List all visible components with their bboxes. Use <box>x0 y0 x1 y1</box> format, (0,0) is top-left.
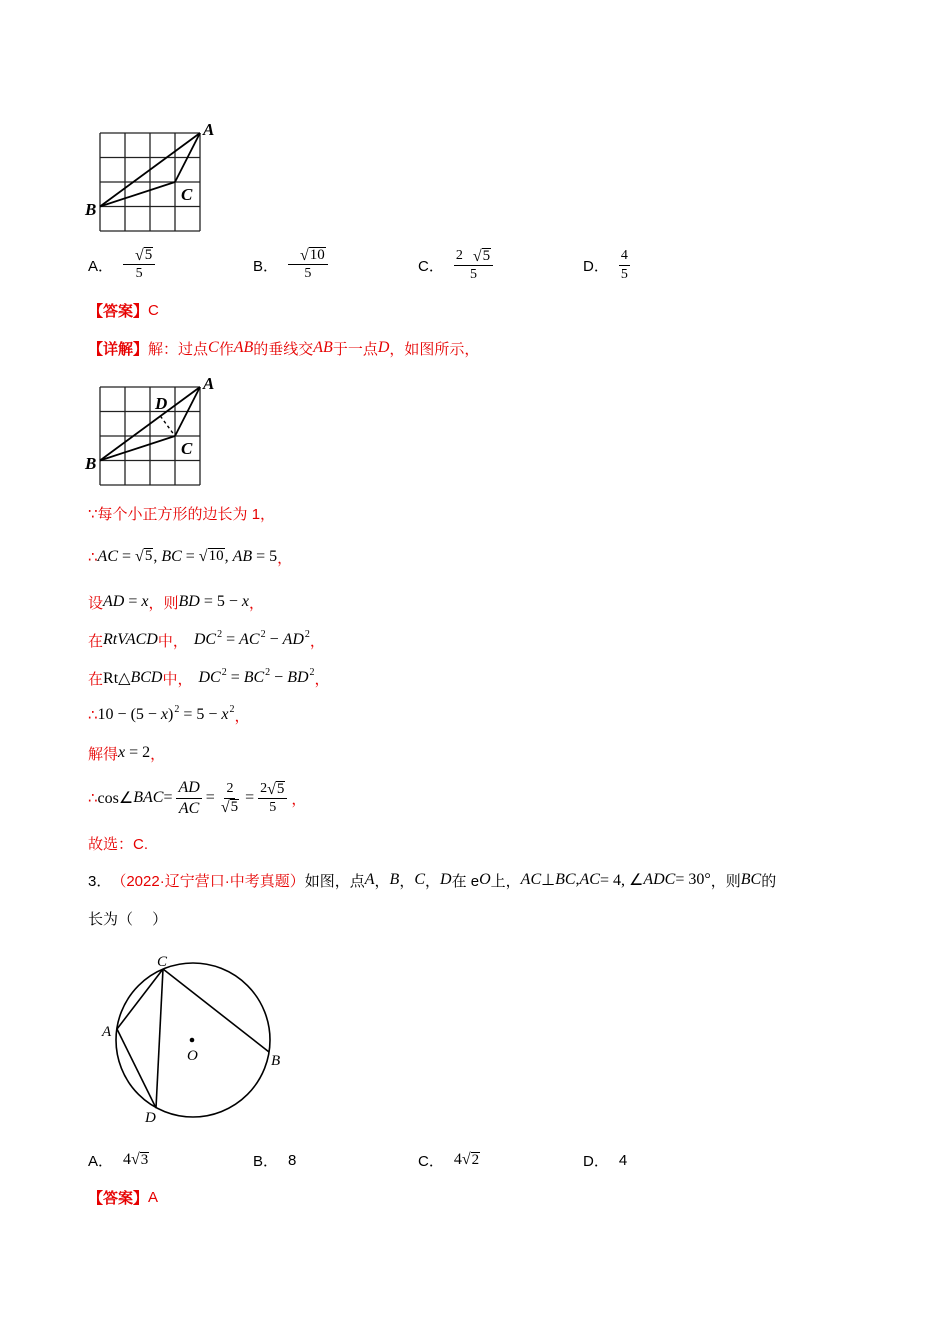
label-o: O <box>187 1048 198 1064</box>
label-c: C <box>157 954 168 970</box>
step-8: ∴ cos∠ BAC = $\frac{AD}{AC}$ = 2 √ 5 = 2 √ 5 5 ， <box>88 778 307 817</box>
equation: AC = √ 5 , BC = √ 10 , AB = 5 <box>97 548 278 565</box>
q3-option-a <box>88 1139 149 1181</box>
option-letter: A． <box>88 1152 114 1170</box>
q2-option-d <box>583 244 634 286</box>
q3-stem-line-2: 长为（ ） <box>88 910 168 928</box>
label-a: A <box>203 374 215 393</box>
q2-option-b <box>253 244 332 286</box>
option-fraction: √ 10 5 <box>288 247 328 282</box>
step-7: 解得 x = 2 ， <box>88 744 166 763</box>
step-4: 在 RtVACD 中， $DC^2 = AC^2 - AD^2$ ， <box>88 629 325 650</box>
q2-option-c <box>418 244 497 286</box>
option-value: 4 √ 3 <box>123 1151 149 1169</box>
option-letter: C． <box>418 1152 444 1170</box>
q3-option-b <box>253 1139 296 1181</box>
detail-label: 【详解】 <box>88 340 149 358</box>
step-9: 故选：C. <box>88 835 149 853</box>
option-letter: D． <box>583 1152 609 1170</box>
question-number: 3． <box>88 872 112 890</box>
label-c: C <box>181 185 193 204</box>
q2-detail: 【详解】 解：过点 C 作 AB 的垂线交 AB 于一点 D ，如图所示， <box>88 339 480 358</box>
center-point <box>190 1038 195 1043</box>
answer-label: 【答案】 <box>88 302 149 320</box>
option-letter: D． <box>583 257 609 275</box>
grid-lines <box>100 387 200 485</box>
q3-answer <box>88 1186 158 1208</box>
chord-ad <box>117 1029 156 1108</box>
dashed-segment-cd <box>160 416 175 436</box>
option-fraction: 2 √ 5 5 <box>454 247 493 283</box>
q2-answer <box>88 299 159 321</box>
step-5: 在 Rt△ BCD 中， $DC^2 = BC^2 - BD^2$ ， <box>88 667 330 688</box>
option-letter: A． <box>88 257 114 275</box>
label-c: C <box>181 439 193 458</box>
option-letter: C． <box>418 257 444 275</box>
q3-option-d <box>583 1139 627 1181</box>
option-letter: B． <box>253 257 279 275</box>
label-b: B <box>85 200 97 219</box>
label-d: D <box>145 1110 156 1126</box>
grid-lines <box>100 133 200 231</box>
option-value: 4 √ 2 <box>453 1151 480 1169</box>
grid-figure-2 <box>80 370 220 495</box>
answer-value: A <box>148 1188 159 1206</box>
label-b: B <box>85 454 97 473</box>
fraction-2sqrt5-5: 2 √ 5 5 <box>258 780 287 816</box>
option-value: 4 <box>618 1151 628 1169</box>
step-2: ∴ AC = √ 5 , BC = √ 10 , AB = 5 ， <box>88 548 293 567</box>
sqrt: √ 5 <box>472 247 491 265</box>
circle-figure <box>95 945 295 1130</box>
option-letter: B． <box>253 1152 279 1170</box>
step-6: ∴ $10 - (5 - x)^2 = 5 - x^2$ ， <box>88 704 250 725</box>
q2-option-a <box>88 244 159 286</box>
label-d: D <box>155 394 168 413</box>
option-value: 8 <box>288 1151 297 1169</box>
question-source: （2022·辽宁营口·中考真题） <box>111 872 305 890</box>
sqrt: √ 10 <box>300 247 325 265</box>
step-1: ∵每个小正方形的边长为 1， <box>88 505 276 523</box>
chord-cd <box>156 969 163 1108</box>
sqrt: √ 5 <box>135 247 153 265</box>
label-a: A <box>102 1024 112 1040</box>
step-3: 设 AD = x ，则 BD = 5 − x ， <box>88 593 264 612</box>
answer-value: C <box>148 301 159 319</box>
option-fraction: $\frac{4}{5}$ <box>620 248 628 282</box>
answer-label: 【答案】 <box>88 1189 149 1207</box>
label-a: A <box>203 120 215 139</box>
q3-stem-line-1: 3． （2022·辽宁营口·中考真题） 如图，点 A ， B ， C ， D 在 e O 上， AC ⊥ BC , AC = 4, ∠ ADC = 30° ，则 BC 的 <box>88 871 777 890</box>
label-b: B <box>271 1053 281 1069</box>
q3-option-c <box>418 1139 480 1181</box>
option-fraction: √ 5 5 <box>123 247 155 282</box>
chord-cb <box>163 969 269 1052</box>
segment-bc <box>100 436 175 461</box>
fraction-ad-ac: $\frac{AD}{AC}$ <box>178 778 200 817</box>
segment-bc <box>100 182 175 207</box>
chord-ca <box>117 969 163 1029</box>
grid-figure-1 <box>80 115 220 240</box>
fraction-2-sqrt5: 2 √ 5 <box>220 781 239 816</box>
